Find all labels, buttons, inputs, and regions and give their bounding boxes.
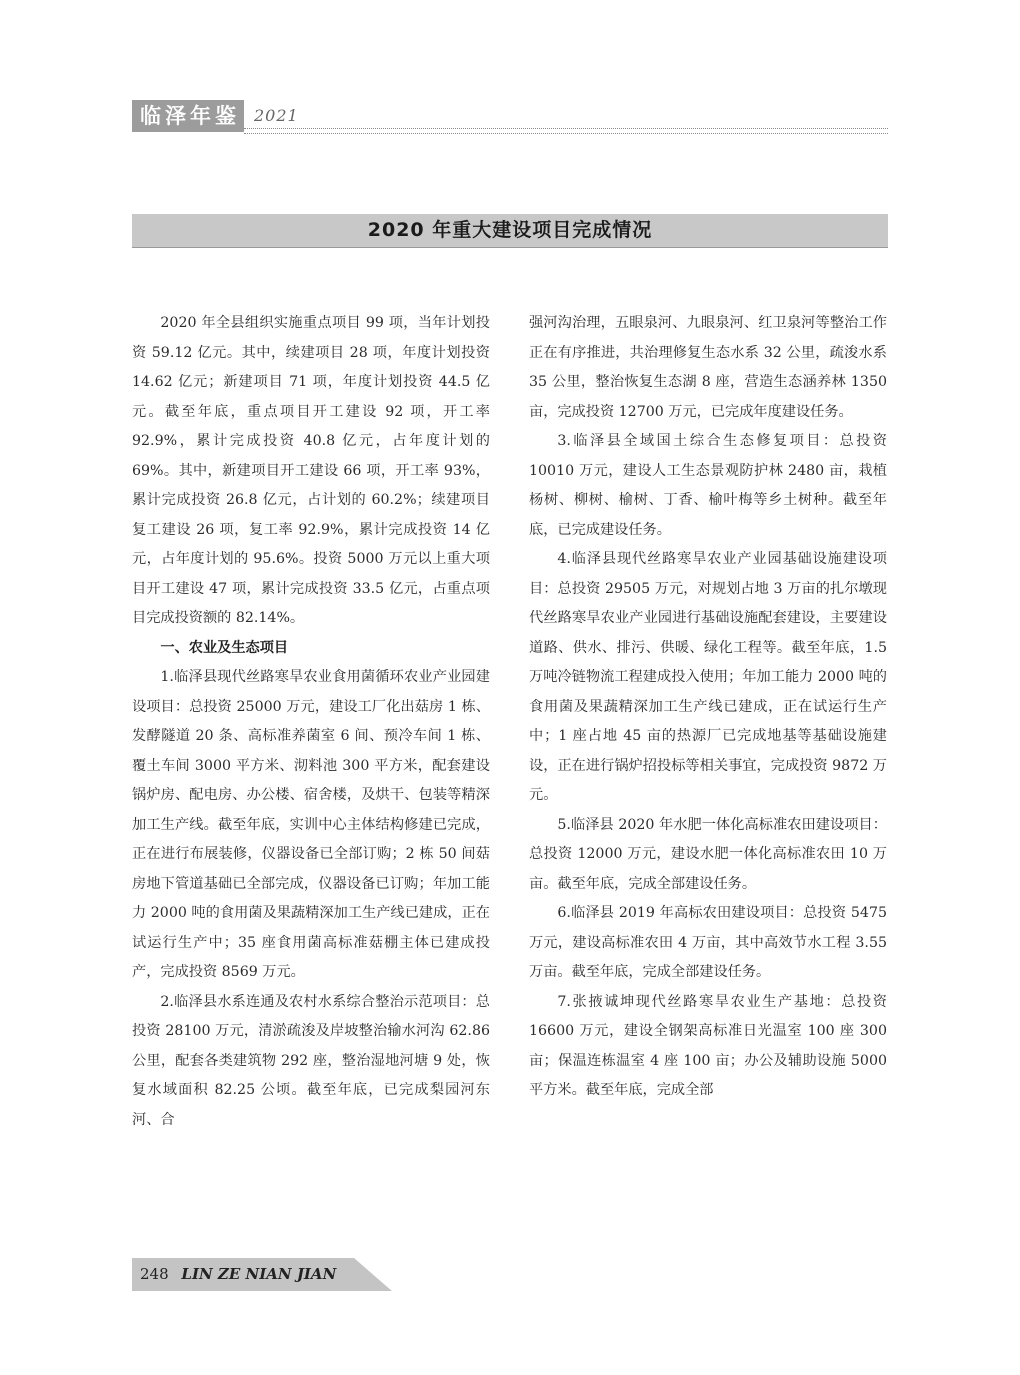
body-paragraph: 5.临泽县 2020 年水肥一体化高标准农田建设项目：总投资 12000 万元，建设水肥一体化高标准农田 10 万亩。截至年底，完成全部建设任务。 xyxy=(529,816,887,892)
body-paragraph: 强河沟治理，五眼泉河、九眼泉河、红卫泉河等整治工作正在有序推进，共治理修复生态水系 32 公里，疏浚水系 35 公里，整治恢复生态湖 8 座，营造生态涵养林 1350 亩，完成投资 12700 万元，已完成年度建设任务。 xyxy=(529,315,887,420)
left-column xyxy=(132,309,490,1135)
body-paragraph: 3.临泽县全域国土综合生态修复项目：总投资 10010 万元，建设人工生态景观防护林 2480 亩，栽植杨树、柳树、榆树、丁香、榆叶梅等乡土树种。截至年底，已完成建设任务。 xyxy=(529,433,887,538)
body-paragraph: 7.张掖诚坤现代丝路寒旱农业生产基地：总投资 16600 万元，建设全钢架高标准日光温室 100 座 300 亩；保温连栋温室 4 座 100 亩；办公及辅助设施 5000 平方米。截至年底，完成全部 xyxy=(529,993,887,1098)
header-dotted-rule xyxy=(244,128,888,134)
body-paragraph: 6.临泽县 2019 年高标农田建设项目：总投资 5475 万元，建设高标准农田 4 万亩，其中高效节水工程 3.55 万亩。截至年底，完成全部建设任务。 xyxy=(529,905,887,980)
yearbook-year: 2021 xyxy=(254,106,299,125)
body-paragraph: 2020 年全县组织实施重点项目 99 项，当年计划投资 59.12 亿元。其中，续建项目 28 项，年度计划投资 14.62 亿元；新建项目 71 项，年度计划投资 44.5 亿元。截至年底，重点项目开工建设 92 项，开工率 92.9%，累计完成投资 40.8 亿元，占年度计划的 69%。其中，新建项目开工建设 66 项，开工率 93%，累计完成投资 26.8 亿元，占计划的 60.2%；续建项目复工建设 26 项，复工率 92.9%，累计完成投资 14 亿元，占年度计划的 95.6%。投资 5000 万元以上重大项目开工建设 47 项，累计完成投资 33.5 亿元，占重点项目完成投资额的 82.14%。 xyxy=(132,315,490,626)
running-header xyxy=(132,100,888,134)
footer-yearbook-name: LIN ZE NIAN JIAN xyxy=(181,1265,337,1283)
page-number: 248 xyxy=(140,1265,169,1283)
body-paragraph: 2.临泽县水系连通及农村水系综合整治示范项目：总投资 28100 万元，清淤疏浚及岸坡整治输水河沟 62.86 公里，配套各类建筑物 292 座，整治湿地河塘 9 处，恢复水域面积 82.25 公顷。截至年底，已完成梨园河东河、合 xyxy=(132,993,490,1128)
page-footer xyxy=(132,1258,392,1291)
right-column xyxy=(529,309,887,1106)
body-paragraph: 4.临泽县现代丝路寒旱农业产业园基础设施建设项目：总投资 29505 万元，对规划占地 3 万亩的扎尔墩现代丝路寒旱农业产业园进行基础设施配套建设，主要建设道路、供水、排污、供暖、绿化工程等。截至年底，1.5 万吨冷链物流工程建成投入使用；年加工能力 2000 吨的食用菌及果蔬精深加工生产线已建成，正在试运行生产中；1 座占地 45 亩的热源厂已完成地基等基础设施建设，正在进行锅炉招投标等相关事宜，完成投资 9872 万元。 xyxy=(529,551,887,803)
yearbook-brand: 临泽年鉴 xyxy=(132,100,244,132)
section-heading: 一、农业及生态项目 xyxy=(160,639,289,656)
body-paragraph: 1.临泽县现代丝路寒旱农业食用菌循环农业产业园建设项目：总投资 25000 万元，建设工厂化出菇房 1 栋、发酵隧道 20 条、高标准养菌室 6 间、预冷车间 1 栋、覆土车间 3000 平方米、沏料池 300 平方米，配套建设锅炉房、配电房、办公楼、宿舍楼，及烘干、包装等精深加工生产线。截至年底，实训中心主体结构修建已完成，正在进行布展装修，仪器设备已全部订购；2 栋 50 间菇房地下管道基础已全部完成，仪器设备已订购；年加工能力 2000 吨的食用菌及果蔬精深加工生产线已建成，正在试运行生产中；35 座食用菌高标准菇棚主体已建成投产，完成投资 8569 万元。 xyxy=(132,669,490,980)
article-title: 2020 年重大建设项目完成情况 xyxy=(132,214,888,248)
